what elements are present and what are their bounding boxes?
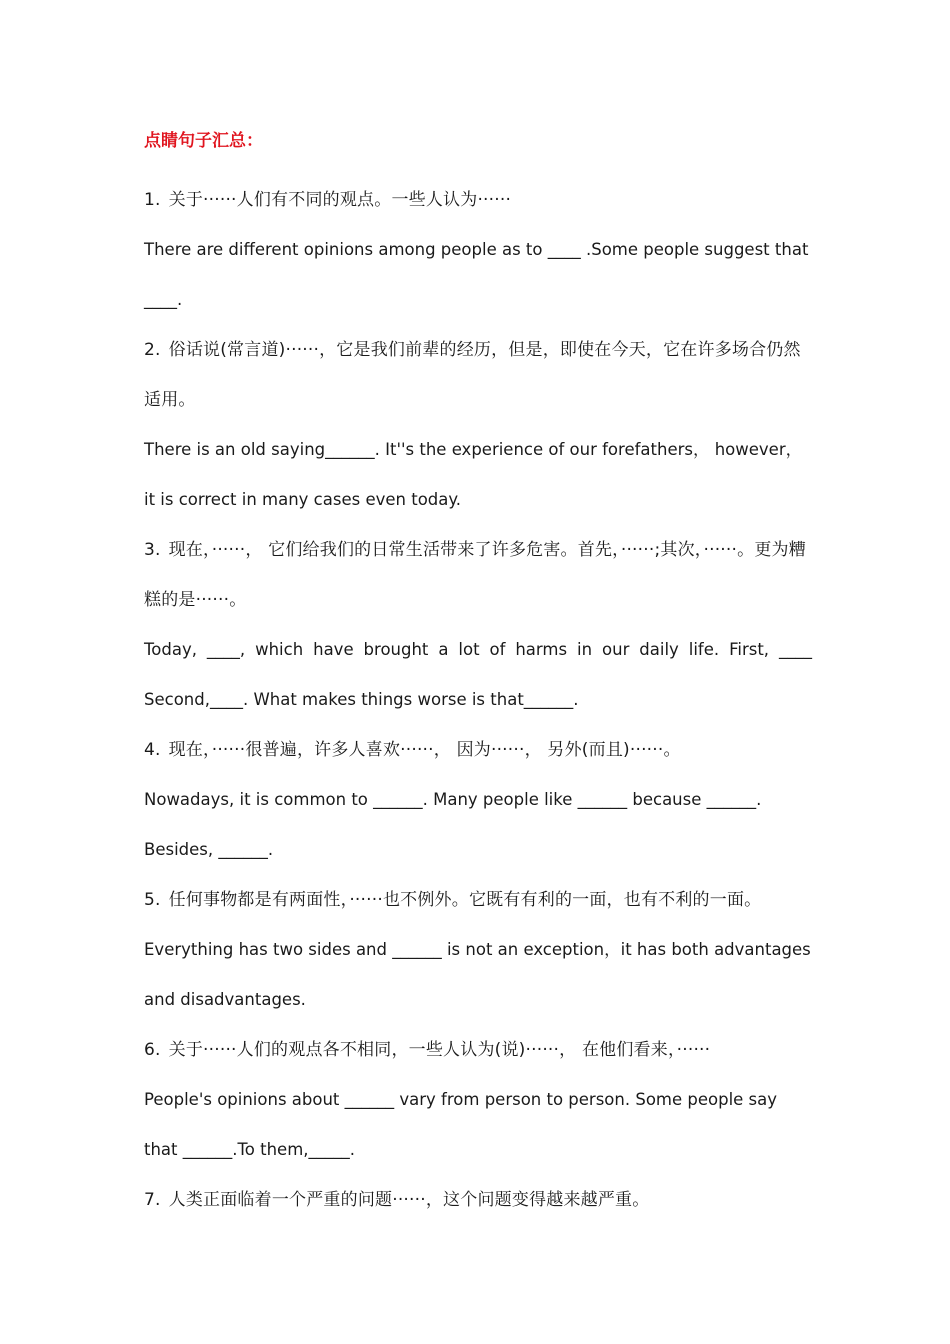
item-2-english: There is an old saying______. It''s the experience of our forefathers， however， it is correct in many cases even today.	[144, 440, 803, 509]
item-1-english: There are different opinions among people as to ____ .Some people suggest that ____.	[144, 240, 809, 309]
item-number: 1.	[144, 190, 161, 210]
item-number: 4.	[144, 740, 161, 760]
chinese-sentence: 人类正面临着一个严重的问题······，这个问题变得越来越严重。	[168, 1190, 650, 1210]
chinese-sentence: 现在，······， 它们给我们的日常生活带来了许多危害。首先，······;其次，······。更为糟糕的是······。	[144, 540, 806, 610]
item-number: 5.	[144, 890, 161, 910]
chinese-sentence: 任何事物都是有两面性，······也不例外。它既有有利的一面，也有不利的一面。	[168, 890, 762, 910]
item-3-english: Today, ____, which have brought a lot of harms in our daily life. First, ____ Second,____. What makes things worse is that______.	[144, 640, 812, 709]
item-number: 6.	[144, 1040, 161, 1060]
item-2-chinese	[144, 325, 812, 425]
item-6-chinese	[144, 1025, 812, 1075]
item-7-chinese	[144, 1175, 812, 1225]
document-content	[144, 126, 812, 1225]
chinese-sentence: 关于······人们有不同的观点。一些人认为······	[168, 190, 512, 210]
item-number: 3.	[144, 540, 161, 560]
chinese-sentence: 关于······人们的观点各不相同，一些人认为(说)······， 在他们看来，······	[168, 1040, 711, 1060]
item-number: 2.	[144, 340, 161, 360]
chinese-sentence: 现在，······很普遍，许多人喜欢······， 因为······， 另外(而且)······。	[168, 740, 681, 760]
chinese-sentence: 俗话说(常言道)······，它是我们前辈的经历，但是，即使在今天，它在许多场合仍然适用。	[144, 340, 801, 410]
item-5-chinese	[144, 875, 812, 925]
item-4-english: Nowadays, it is common to ______. Many people like ______ because ______. Besides, ______.	[144, 790, 762, 859]
item-4-chinese	[144, 725, 812, 775]
item-6-english: People's opinions about ______ vary from person to person. Some people say that ______.To them,_____.	[144, 1090, 778, 1159]
item-1-chinese	[144, 175, 812, 225]
item-number: 7.	[144, 1190, 161, 1210]
item-5-english: Everything has two sides and ______ is not an exception，it has both advantages and disadvantages.	[144, 940, 811, 1009]
item-3-chinese	[144, 525, 812, 625]
section-title: 点睛句子汇总：	[144, 131, 263, 151]
